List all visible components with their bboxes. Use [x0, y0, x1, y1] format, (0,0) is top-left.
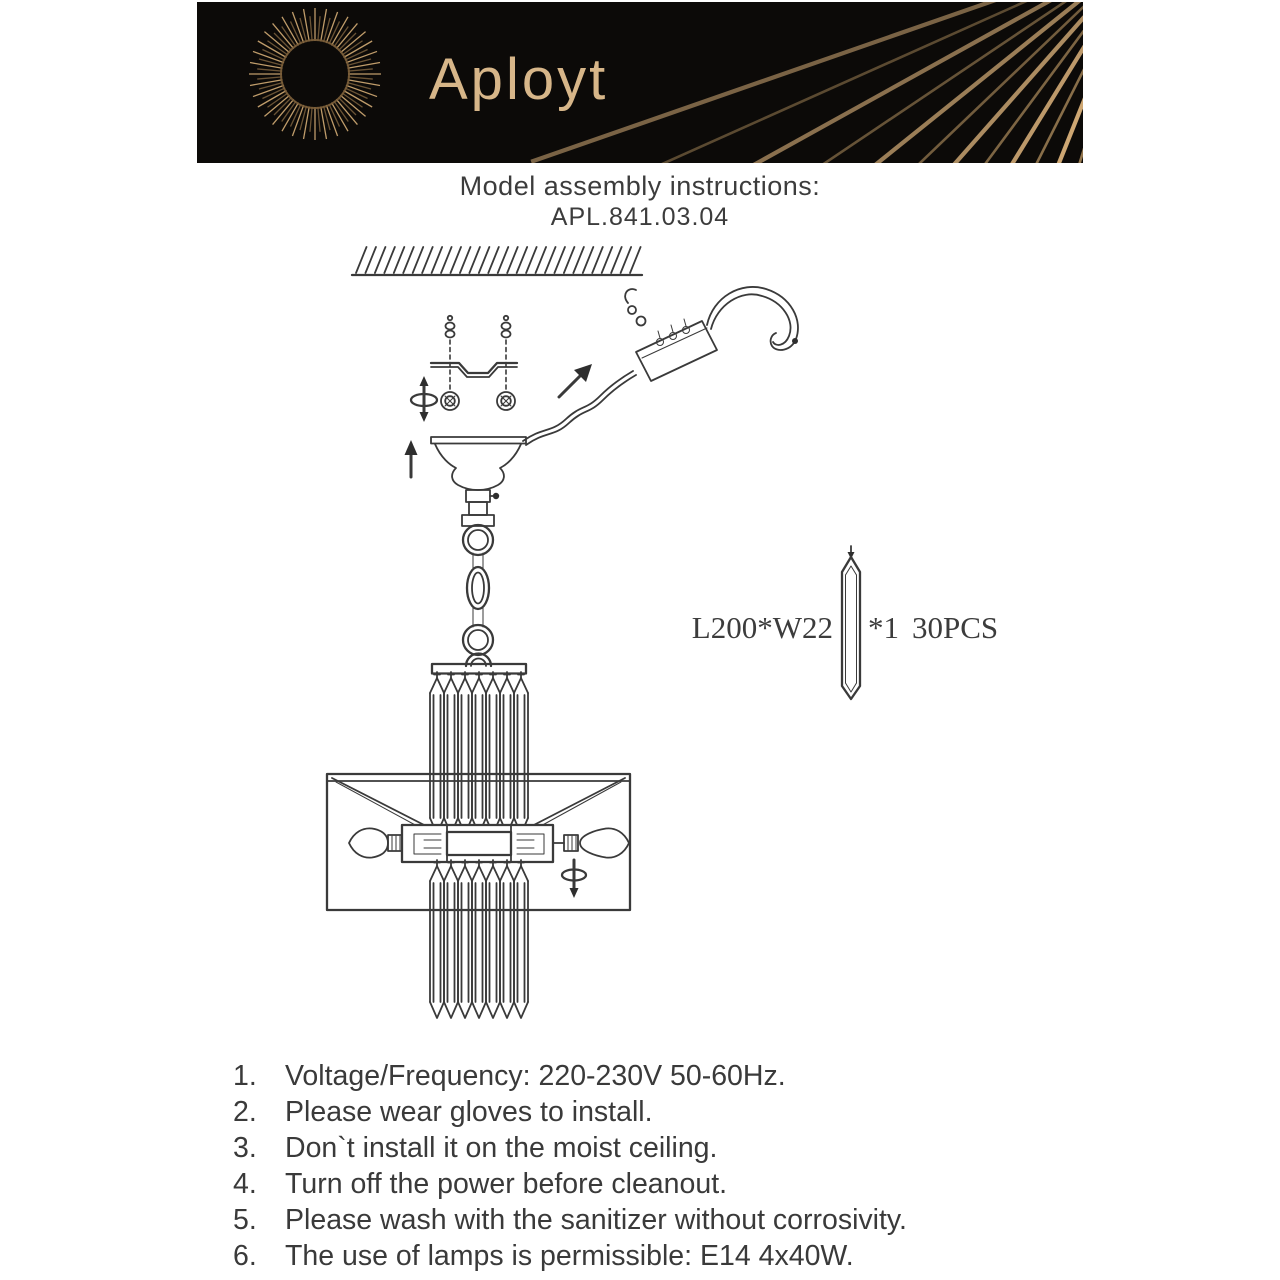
instruction-text: The use of lamps is permissible: E14 4x40W. — [285, 1240, 854, 1272]
chandelier-body — [327, 664, 630, 1018]
instruction-number: 4. — [233, 1168, 257, 1200]
chain — [463, 525, 493, 666]
arrow-up-right-icon — [559, 364, 592, 397]
instruction-item — [233, 1058, 1243, 1094]
arrow-up-icon — [405, 440, 418, 477]
part-dimensions-label: L200*W22 — [691, 610, 833, 645]
model-number: APL.841.03.04 — [550, 203, 730, 231]
instruction-number: 1. — [233, 1060, 257, 1092]
lamp-hub — [402, 825, 553, 862]
instruction-number: 2. — [233, 1096, 257, 1128]
instruction-item — [233, 1238, 1243, 1274]
page-title: Model assembly instructions: — [459, 171, 821, 201]
part-total-label: 30PCS — [912, 610, 999, 645]
assembly-diagram — [280, 235, 1010, 1055]
ceiling-icon — [352, 247, 642, 275]
instruction-item — [233, 1166, 1243, 1202]
canopy — [431, 437, 526, 526]
instruction-item — [233, 1130, 1243, 1166]
corner-rays-decoration — [531, 2, 1083, 163]
crystal-part-detail — [692, 546, 998, 699]
mounting-bracket — [431, 363, 517, 377]
lower-crystal-column — [430, 860, 528, 1018]
brand-banner — [197, 2, 1083, 163]
instruction-text: Don`t install it on the moist ceiling. — [285, 1132, 718, 1164]
instruction-text: Please wash with the sanitizer without corrosivity. — [285, 1204, 907, 1236]
instruction-number: 5. — [233, 1204, 257, 1236]
instruction-text: Please wear gloves to install. — [285, 1096, 653, 1128]
power-wire-and-terminal — [523, 287, 798, 445]
instruction-number: 6. — [233, 1240, 257, 1272]
rotate-icon-left — [411, 376, 437, 422]
sunburst-logo-icon — [249, 8, 381, 140]
instruction-text: Voltage/Frequency: 220-230V 50-60Hz. — [285, 1060, 786, 1092]
instruction-item — [233, 1094, 1243, 1130]
bulb-right-icon — [553, 828, 629, 857]
instruction-number: 3. — [233, 1132, 257, 1164]
instruction-list — [233, 1058, 1243, 1274]
instruction-text: Turn off the power before cleanout. — [285, 1168, 728, 1200]
banner-art — [197, 2, 1083, 163]
instruction-item — [233, 1202, 1243, 1238]
bulb-left-icon — [349, 828, 402, 857]
part-quantity-label: *1 — [868, 610, 899, 645]
brand-logo-text: Aployt — [429, 47, 609, 112]
upper-crystal-column — [430, 672, 528, 834]
rotate-icon-right — [562, 860, 586, 898]
